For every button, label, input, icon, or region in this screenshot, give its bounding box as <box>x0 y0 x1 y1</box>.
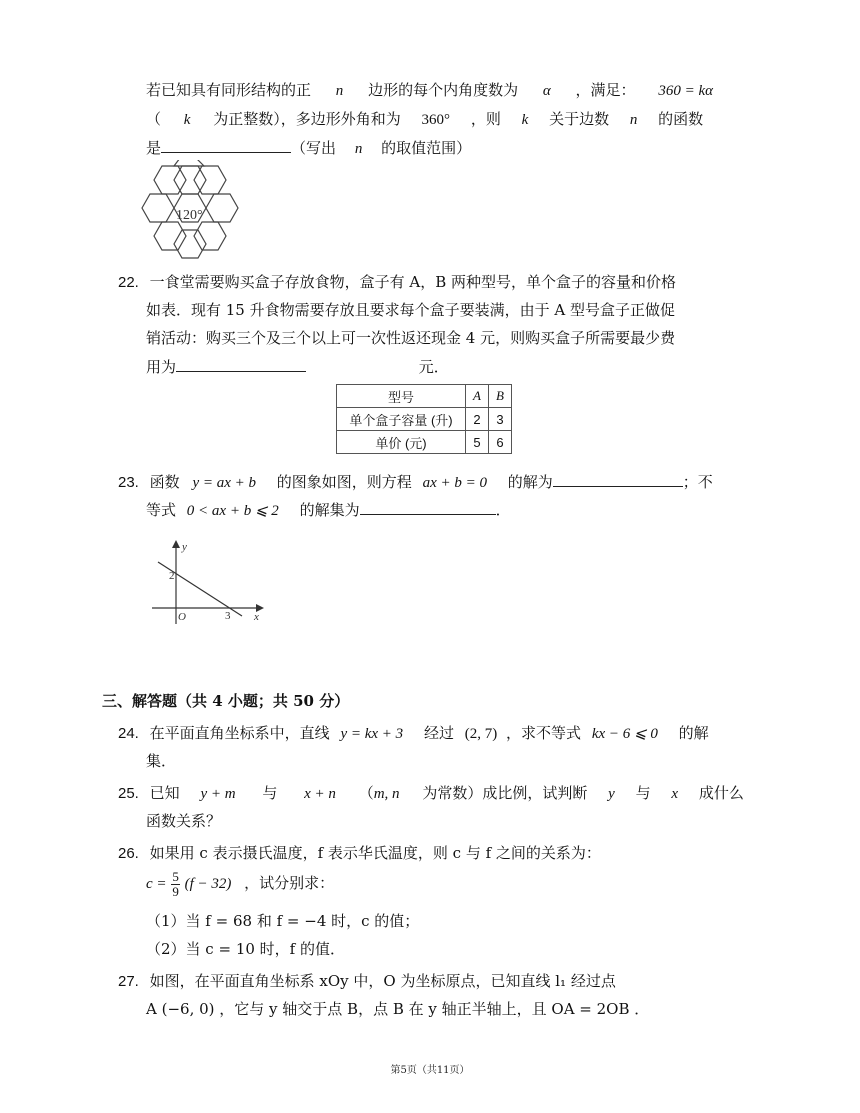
q23-answer-blank-2[interactable] <box>360 498 496 515</box>
q21-text: ，满足： <box>575 81 636 99</box>
q24-inequality: kx − 6 ⩽ 0 <box>591 726 658 742</box>
table-cell: 2 <box>466 408 489 431</box>
q25-var-y: y <box>608 786 615 802</box>
q21-var-n: n <box>354 141 363 157</box>
q25-text: 与 <box>635 784 651 802</box>
q21-text: ，则 <box>470 110 501 128</box>
y-axis-label: y <box>182 541 187 553</box>
q21-degrees: 360° <box>421 112 451 128</box>
table-cell: 3 <box>489 408 512 431</box>
q23-text: ． <box>495 501 511 519</box>
q24-text: 在平面直角坐标系中，直线 <box>149 724 330 742</box>
q21-var-alpha: α <box>542 83 551 99</box>
q25-text: 与 <box>262 784 278 802</box>
q22-line4 <box>146 355 449 378</box>
q21-text: 的取值范围） <box>381 139 472 157</box>
q21-var-k: k <box>521 112 529 128</box>
q24-point: (2, 7) <box>464 726 498 742</box>
q23-text: 的图象如图，则方程 <box>276 473 412 491</box>
q21-line3 <box>146 136 471 160</box>
y-axis-arrow <box>172 540 180 548</box>
q23-equation: ax + b = 0 <box>422 475 487 491</box>
table-row <box>337 431 512 454</box>
q21-var-k: k <box>183 112 191 128</box>
y-intercept-label: 2 <box>169 570 175 582</box>
q22-text: 一食堂需要购买盒子存放食物，盒子有 A，B 两种型号，单个盒子的容量和价格 <box>149 273 677 291</box>
angle-label: 120° <box>176 208 203 223</box>
fraction-numerator: 5 <box>172 868 179 884</box>
q21-text: 关于边数 <box>549 110 610 128</box>
hexagon-cell <box>194 166 226 194</box>
table-row <box>337 408 512 431</box>
q24-text: 经过 <box>423 724 454 742</box>
q24-text: 的解 <box>678 724 709 742</box>
q25-var-x: x <box>671 786 679 802</box>
q26-number: 26. <box>118 845 139 862</box>
q23-text: 的解集为 <box>299 501 360 519</box>
hexagon-tiling-figure <box>138 160 242 260</box>
q21-text: （ <box>146 110 162 128</box>
q25-expr-xn: x + n <box>304 786 336 802</box>
table-cell: 5 <box>466 431 489 454</box>
hexagon-cell <box>174 166 206 194</box>
q24-line2: 集． <box>146 752 177 770</box>
table-row <box>337 385 512 408</box>
box-spec-table <box>336 384 512 454</box>
q26-part2: （2）当 c = 10 时，f 的值． <box>146 940 345 958</box>
q21-var-n: n <box>629 112 638 128</box>
q25-text: 已知 <box>149 784 180 802</box>
hexagon-cell <box>206 194 238 222</box>
origin-label: O <box>178 611 186 623</box>
q22-text: 用为 <box>146 358 177 376</box>
q25-text: （ <box>358 784 374 802</box>
table-cell: 6 <box>489 431 512 454</box>
hexagon-cell <box>154 222 186 250</box>
q23-line2 <box>146 498 511 522</box>
hexagon-cell <box>174 230 206 258</box>
q23-answer-blank-1[interactable] <box>553 470 683 487</box>
q26-formula-lhs: c = <box>146 876 167 892</box>
q27-line1 <box>118 970 616 993</box>
q24-text: ，求不等式 <box>506 724 582 742</box>
q21-text: 为正整数），多边形外角和为 <box>213 110 401 128</box>
q21-var-n: n <box>335 83 344 99</box>
table-cell: 单个盒子容量 (升) <box>337 408 466 431</box>
q25-text: 为常数）成比例，试判断 <box>422 784 588 802</box>
q21-text: 若已知具有同形结构的正 <box>146 81 312 99</box>
linear-function-graph <box>146 538 270 628</box>
q25-expr-ym: y + m <box>200 786 236 802</box>
q23-function: y = ax + b <box>192 475 256 491</box>
q26-fraction <box>171 870 180 899</box>
q24-function: y = kx + 3 <box>340 726 404 742</box>
q25-text: 成什么 <box>698 784 744 802</box>
q21-text: （写出 <box>291 139 337 157</box>
q23-line1 <box>118 470 713 494</box>
table-header: A <box>466 385 489 408</box>
q21-answer-blank[interactable] <box>161 136 291 153</box>
q25-line2: 函数关系？ <box>146 812 222 830</box>
q24-number: 24. <box>118 725 139 742</box>
hexagon-cell <box>194 222 226 250</box>
fraction-denominator: 9 <box>172 883 179 899</box>
q22-number: 22. <box>118 274 139 291</box>
q23-text: 的解为 <box>507 473 553 491</box>
q22-line2: 如表．现有 15 升食物需要存放且要求每个盒子要装满，由于 A 型号盒子正做促 <box>146 301 675 319</box>
q22-text: 元． <box>418 358 449 376</box>
q23-number: 23. <box>118 474 139 491</box>
q25-constants: m, n <box>373 786 400 802</box>
q23-inequality: 0 < ax + b ⩽ 2 <box>186 503 279 519</box>
q26-formula-rest: (f − 32) <box>184 876 232 892</box>
q26-part1: （1）当 f = 68 和 f = −4 时，c 的值； <box>146 912 420 930</box>
q25-line1 <box>118 782 744 805</box>
hexagon-cell <box>142 194 174 222</box>
q21-text: 是 <box>146 139 162 157</box>
q22-answer-blank[interactable] <box>176 355 306 372</box>
q27-number: 27. <box>118 973 139 990</box>
section-title: 三、解答题（共 4 小题；共 50 分） <box>102 692 350 710</box>
hexagon-cell <box>154 166 186 194</box>
q21-line2 <box>146 108 703 131</box>
q27-line2: A (−6, 0) ，它与 y 轴交于点 B，点 B 在 y 轴正半轴上，且 OA = 2OB ． <box>146 1000 650 1018</box>
q26-text: 如果用 c 表示摄氏温度，f 表示华氏温度，则 c 与 f 之间的关系为： <box>149 844 601 862</box>
q26-line1 <box>118 842 601 865</box>
q27-text: 如图，在平面直角坐标系 xOy 中，O 为坐标原点，已知直线 l₁ 经过点 <box>149 972 616 990</box>
table-cell: 单价 (元) <box>337 431 466 454</box>
x-axis-label: x <box>254 611 259 623</box>
q22-line1 <box>118 271 676 294</box>
table-header: 型号 <box>337 385 466 408</box>
q21-text: 边形的每个内角度数为 <box>368 81 519 99</box>
q21-text: 的函数 <box>658 110 704 128</box>
q22-line3: 销活动：购买三个及三个以上可一次性返还现金 4 元，则购买盒子所需要最少费 <box>146 329 676 347</box>
q26-text: ，试分别求： <box>244 874 335 892</box>
q26-formula <box>146 866 334 901</box>
hexagon-cell <box>174 160 204 166</box>
x-intercept-label: 3 <box>225 610 231 622</box>
q23-text: ；不 <box>682 473 713 491</box>
q24-line1 <box>118 722 709 745</box>
q21-line1 <box>146 79 713 102</box>
q25-number: 25. <box>118 785 139 802</box>
q23-text: 函数 <box>149 473 180 491</box>
q21-equation: 360 = kα <box>658 83 713 99</box>
page-footer: 第5页（共11页） <box>390 1065 470 1076</box>
table-header: B <box>489 385 512 408</box>
q23-text: 等式 <box>146 501 177 519</box>
